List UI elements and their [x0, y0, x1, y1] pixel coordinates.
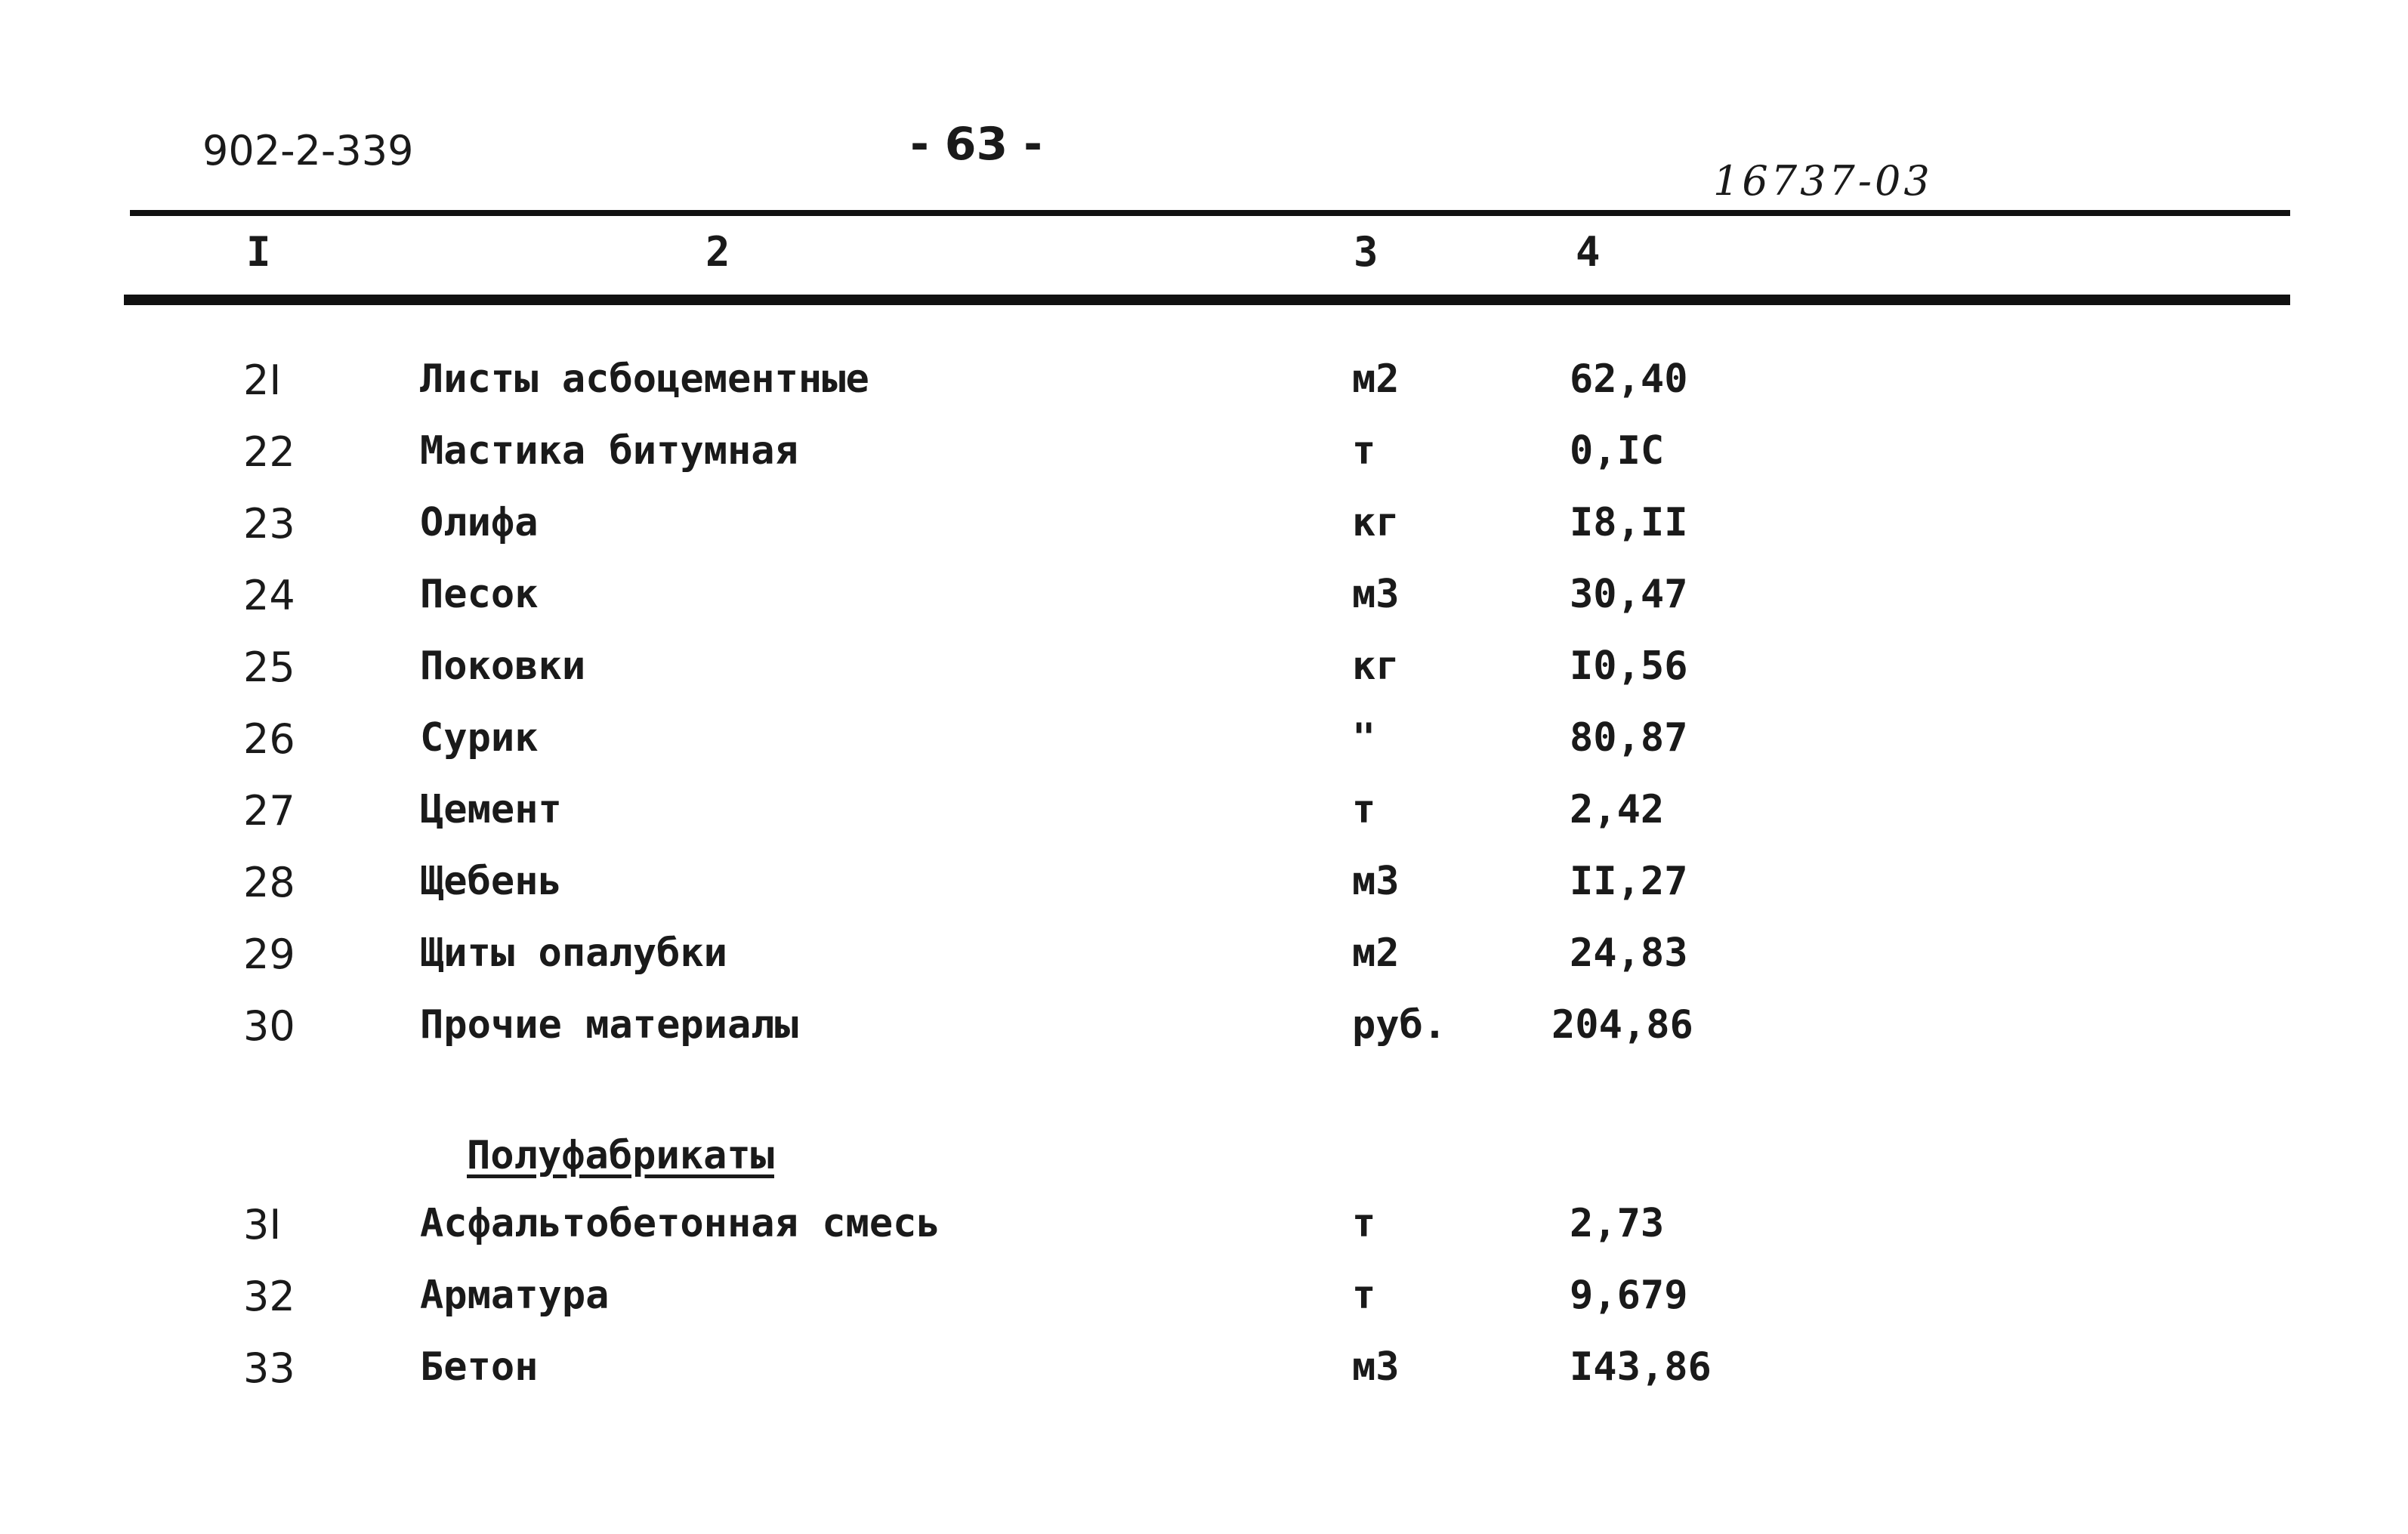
table-row	[0, 644, 2408, 711]
row-number: 27	[243, 787, 295, 835]
page-number: - 63 -	[910, 118, 1043, 171]
quantity: II,27	[1570, 859, 1688, 904]
material-name: Бетон	[420, 1344, 539, 1390]
table-row	[0, 787, 2408, 855]
table-row	[0, 1201, 2408, 1269]
unit-ditto-mark: "	[1352, 715, 1376, 761]
table-row	[0, 859, 2408, 927]
table-row	[0, 500, 2408, 568]
material-name: Сурик	[420, 715, 539, 761]
unit: м2	[1352, 931, 1400, 976]
row-number: 26	[243, 715, 295, 763]
quantity: 0,IC	[1570, 428, 1665, 474]
quantity: I8,II	[1570, 500, 1688, 545]
material-name: Поковки	[420, 644, 586, 689]
table-row	[0, 572, 2408, 640]
table-header-rule	[124, 295, 2290, 305]
quantity: 30,47	[1570, 572, 1688, 617]
material-name: Арматура	[420, 1273, 610, 1318]
unit: м3	[1352, 572, 1400, 617]
unit: м3	[1352, 859, 1400, 904]
quantity: 80,87	[1570, 715, 1688, 761]
row-number: 28	[243, 859, 295, 906]
row-number: 30	[243, 1002, 295, 1050]
quantity: 9,679	[1570, 1273, 1688, 1318]
quantity: 2,73	[1570, 1201, 1665, 1246]
unit: т	[1352, 1273, 1376, 1318]
column-header-1: I	[246, 228, 271, 276]
quantity: I43,86	[1570, 1344, 1712, 1390]
material-name: Щиты опалубки	[420, 931, 727, 976]
table-row	[0, 715, 2408, 783]
section-title-semi-finished: Полуфабрикаты	[467, 1133, 774, 1178]
table-top-rule	[130, 210, 2290, 216]
row-number: 23	[243, 500, 295, 548]
material-name: Асфальтобетонная смесь	[420, 1201, 940, 1246]
material-name: Листы асбоцементные	[420, 356, 869, 402]
row-number: 3I	[243, 1201, 282, 1248]
table-row	[0, 356, 2408, 424]
row-number: 25	[243, 644, 295, 691]
unit: руб.	[1352, 1002, 1447, 1048]
unit: т	[1352, 787, 1376, 832]
row-number: 2I	[243, 356, 282, 404]
material-name: Прочие материалы	[420, 1002, 798, 1048]
column-header-2: 2	[705, 228, 730, 276]
row-number: 24	[243, 572, 295, 619]
material-name: Песок	[420, 572, 539, 617]
table-row	[0, 428, 2408, 496]
material-name: Мастика битумная	[420, 428, 798, 474]
material-name: Щебень	[420, 859, 562, 904]
unit: т	[1352, 1201, 1376, 1246]
row-number: 33	[243, 1344, 295, 1392]
unit: кг	[1352, 500, 1400, 545]
table-row	[0, 931, 2408, 998]
inventory-number: 16737-03	[1713, 157, 1933, 205]
row-number: 22	[243, 428, 295, 476]
row-number: 29	[243, 931, 295, 978]
quantity: 2,42	[1570, 787, 1665, 832]
quantity: 24,83	[1570, 931, 1688, 976]
row-number: 32	[243, 1273, 295, 1320]
unit: т	[1352, 428, 1376, 474]
column-header-4: 4	[1576, 228, 1601, 276]
table-row	[0, 1344, 2408, 1412]
table-row	[0, 1273, 2408, 1341]
quantity: 62,40	[1570, 356, 1688, 402]
quantity: I0,56	[1570, 644, 1688, 689]
material-name: Цемент	[420, 787, 562, 832]
document-code: 902-2-339	[202, 127, 414, 174]
quantity: 204,86	[1551, 1002, 1693, 1048]
material-name: Олифа	[420, 500, 539, 545]
table-row	[0, 1002, 2408, 1070]
column-header-3: 3	[1354, 228, 1378, 276]
unit: м2	[1352, 356, 1400, 402]
unit: м3	[1352, 1344, 1400, 1390]
unit: кг	[1352, 644, 1400, 689]
